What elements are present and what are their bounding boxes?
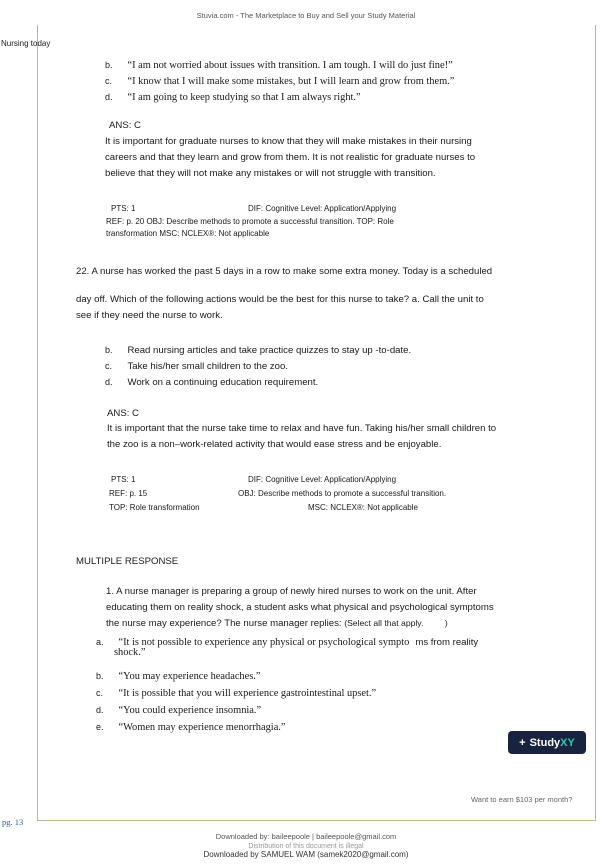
q21-rationale-line-3: believe that they will not make any mistakes or will not struggle with transition. [105, 168, 436, 179]
footer-downloaded-by-2: Downloaded by SAMUEL WAM (samek2020@gmail.com) [203, 850, 409, 859]
q22-option-c: c. Take his/her small children to the zoo. [105, 361, 288, 372]
q21-meta-line-1: REF: p. 20 OBJ: Describe methods to promote a successful transition. TOP: Role [106, 217, 394, 226]
q22-pts: PTS: 1 [111, 475, 136, 484]
q22-option-c-text: Take his/her small children to the zoo. [127, 361, 288, 372]
q21-rationale-line-2: careers and that they learn and grow from them. It is not realistic for graduate nurses to [105, 152, 476, 163]
mr1-stem-line-2: educating them on reality shock, a student asks what physical and psychological symptoms [106, 602, 494, 613]
q22-rationale-line-2: the zoo is a non–work-related activity that would ease stress and be enjoyable. [107, 439, 442, 450]
page-number: pg. 13 [2, 817, 24, 827]
q21-answer: ANS: C [109, 120, 141, 131]
q22-obj: OBJ: Describe methods to promote a successful transition. [238, 489, 447, 498]
q21-dif: DIF: Cognitive Level: Application/Applying [248, 204, 397, 213]
q21-option-b-text: “I am not worried about issues with transition. I am tough. I will do just fine!” [127, 60, 453, 71]
q22-stem-line-2: day off. Which of the following actions would be the best for this nurse to take? a. Call the unit to [76, 294, 484, 305]
q21-rationale-line-1: It is important for graduate nurses to know that they will make mistakes in their nursing [105, 136, 472, 147]
earn-link[interactable]: Want to earn $103 per month? [471, 795, 573, 804]
footer-distribution-notice: Distribution of this document is illegal [248, 843, 364, 850]
q22-option-d: d. Work on a continuing education requirement. [105, 377, 319, 388]
mr1-option-e: e. “Women may experience menorrhagia.” [96, 722, 286, 733]
running-title: Nursing today [1, 39, 51, 48]
q22-stem-line-3: see if they need the nurse to work. [76, 310, 223, 321]
q22-option-b: b. Read nursing articles and take practice quizzes to stay up -to-date. [105, 345, 412, 356]
mr1-option-a: a. “It is not possible to experience any physical or psychological sympto ms from reality [96, 637, 479, 648]
section-heading: MULTIPLE RESPONSE [76, 556, 179, 567]
q21-option-d: d. “I am going to keep studying so that I am always right.” [105, 92, 361, 103]
mr1-option-b: b. “You may experience headaches.” [96, 671, 261, 682]
footer-downloaded-by: Downloaded by: baileepoole | baileepoole@gmail.com [215, 832, 397, 841]
mr1-option-a-line-2: shock.” [114, 647, 146, 658]
mr1-stem-line-3: the nurse may experience? The nurse manager replies: (Select all that apply. ) [106, 618, 448, 629]
q22-stem-line-1: 22. A nurse has worked the past 5 days in a row to make some extra money. Today is a scheduled [76, 266, 493, 277]
mr1-option-d: d. “You could experience insomnia.” [96, 705, 262, 716]
q22-option-b-text: Read nursing articles and take practice quizzes to stay up -to-date. [127, 345, 412, 356]
q21-option-c-text: “I know that I will make some mistakes, but I will learn and grow from them.” [127, 76, 455, 87]
q21-option-b: b. “I am not worried about issues with transition. I am tough. I will do just fine!” [105, 60, 453, 71]
q22-dif: DIF: Cognitive Level: Application/Applying [248, 475, 397, 484]
q21-option-c: c. “I know that I will make some mistakes, but I will learn and grow from them.” [105, 76, 455, 87]
q22-ref: REF: p. 15 [109, 489, 148, 498]
mr1-stem-line-1: 1. A nurse manager is preparing a group of newly hired nurses to work on the unit. After [106, 586, 477, 597]
q21-pts: PTS: 1 [111, 204, 136, 213]
site-header: Stuvia.com - The Marketplace to Buy and Sell your Study Material [196, 11, 416, 20]
q21-meta-line-2: transformation MSC: NCLEX®: Not applicable [106, 229, 270, 238]
plus-icon: + [519, 736, 526, 749]
mr1-option-c: c. “It is possible that you will experience gastrointestinal upset.” [96, 688, 377, 699]
q22-top: TOP: Role transformation [109, 503, 200, 512]
q22-answer: ANS: C [107, 408, 139, 419]
q22-option-d-text: Work on a continuing education requirement. [127, 377, 319, 388]
q22-msc: MSC: NCLEX®: Not applicable [308, 503, 418, 512]
q22-rationale-line-1: It is important that the nurse take time to relax and have fun. Taking his/her small children to [107, 423, 497, 434]
studyxy-logo[interactable]: + StudyXY [508, 731, 586, 754]
q21-option-d-text: “I am going to keep studying so that I am always right.” [127, 92, 361, 103]
